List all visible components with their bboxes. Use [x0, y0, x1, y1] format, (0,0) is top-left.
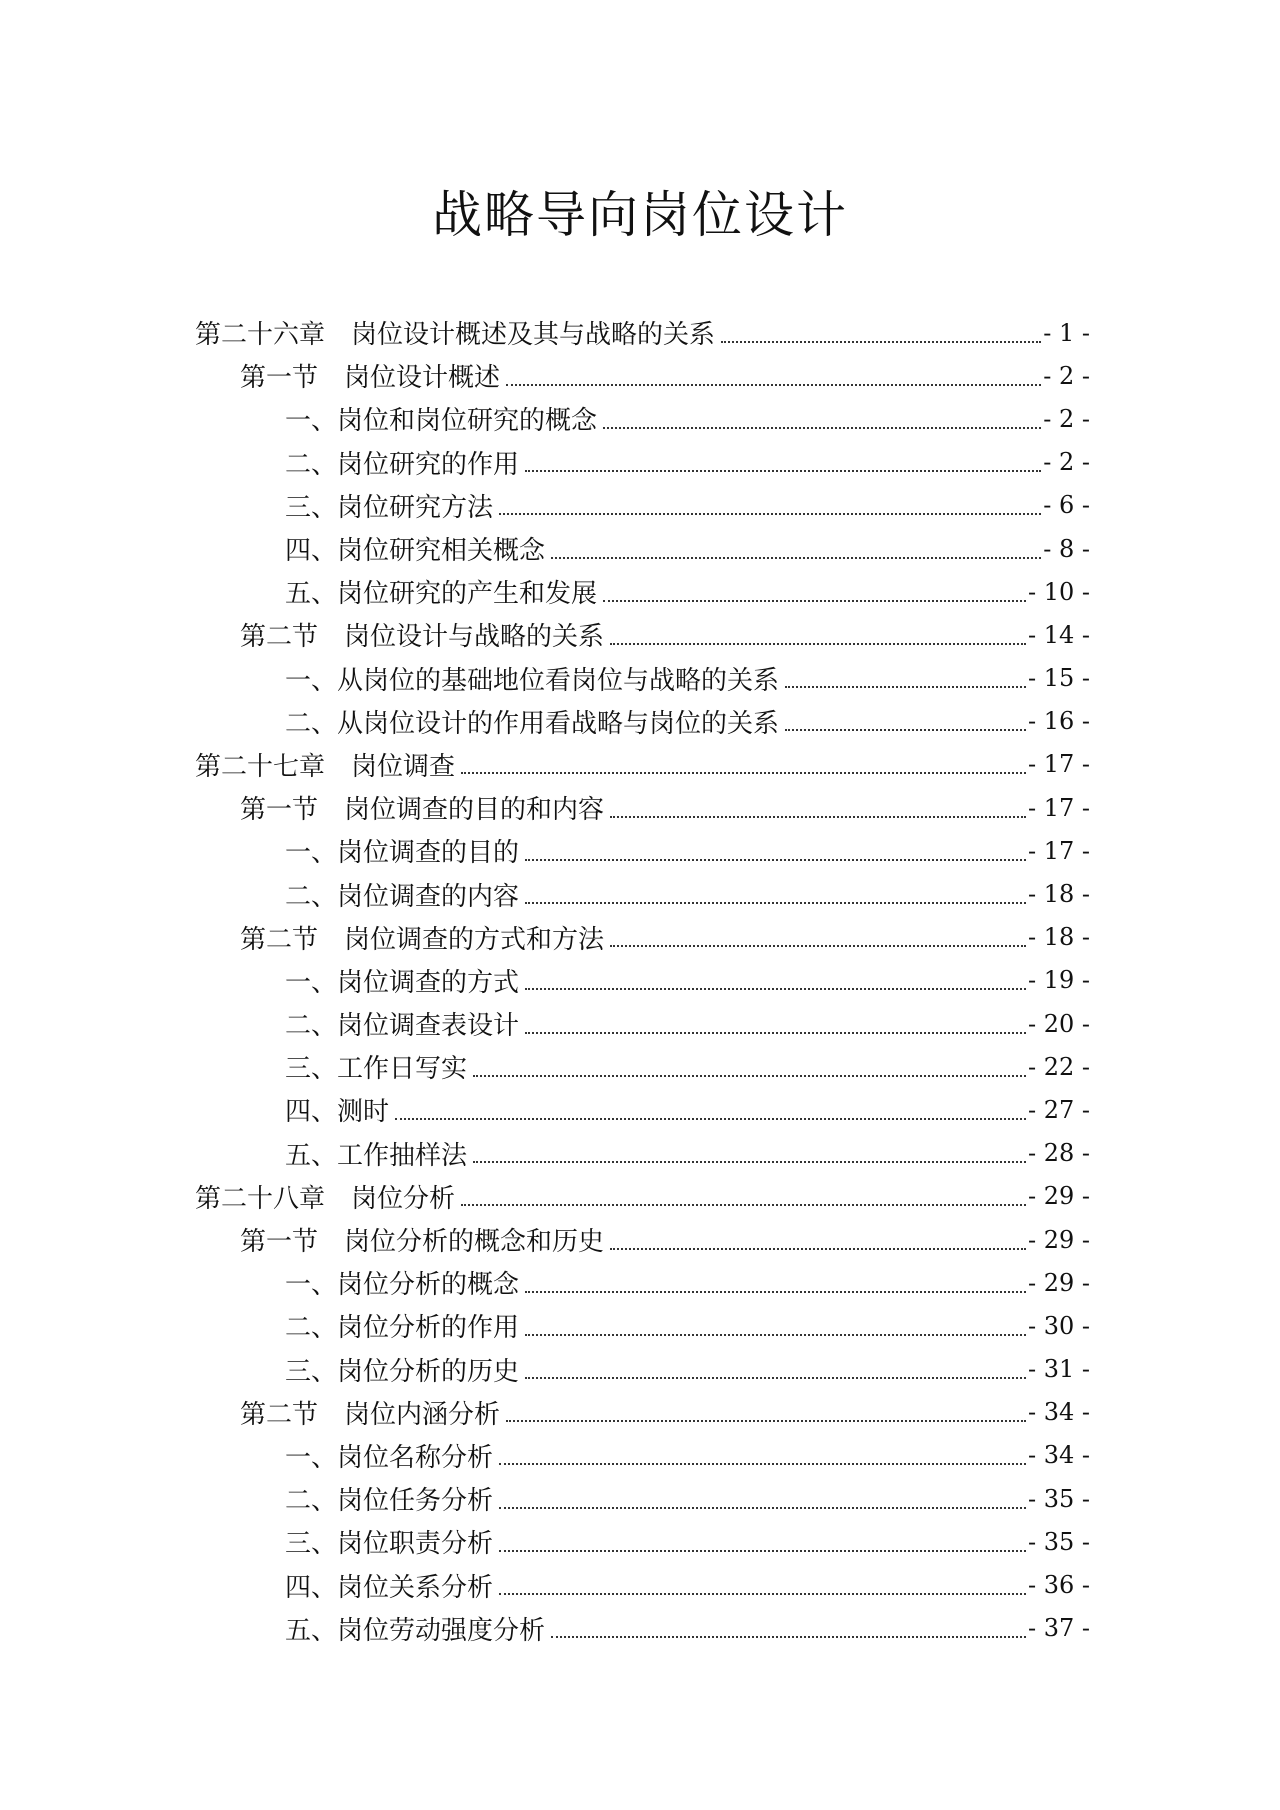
toc-page-number: - 31 - — [1027, 1355, 1090, 1384]
toc-subsection[interactable] — [0, 657, 1280, 700]
toc-dot-leader — [610, 945, 1026, 947]
toc-entry-label: 五、工作抽样法 — [285, 1140, 468, 1171]
toc-section[interactable] — [0, 1391, 1280, 1434]
toc-dot-leader — [461, 1204, 1026, 1206]
toc-entry-label: 第二十六章 岗位设计概述及其与战略的关系 — [195, 320, 716, 351]
toc-subsection[interactable] — [0, 1607, 1280, 1650]
toc-page-number: - 29 - — [1027, 1268, 1090, 1297]
toc-page-number: - 1 - — [1043, 318, 1090, 347]
toc-dot-leader — [473, 1075, 1026, 1077]
toc-chapter[interactable] — [0, 1175, 1280, 1218]
toc-entry-label: 五、岗位研究的产生和发展 — [285, 579, 598, 610]
toc-dot-leader — [525, 859, 1026, 861]
toc-entry-label: 三、岗位研究方法 — [285, 492, 494, 523]
toc-entry-label: 二、岗位研究的作用 — [285, 449, 520, 480]
toc-subsection[interactable] — [0, 700, 1280, 743]
toc-entry-label: 第二十七章 岗位调查 — [195, 751, 456, 782]
toc-subsection[interactable] — [0, 527, 1280, 570]
toc-page-number: - 14 - — [1027, 620, 1090, 649]
toc-chapter[interactable] — [0, 743, 1280, 786]
toc-section[interactable] — [0, 786, 1280, 829]
toc-page-number: - 2 - — [1043, 361, 1090, 390]
toc-entry-label: 第一节 岗位设计概述 — [240, 363, 501, 394]
toc-dot-leader — [499, 513, 1041, 515]
toc-page-number: - 8 - — [1043, 534, 1090, 563]
toc-subsection[interactable] — [0, 1088, 1280, 1131]
toc-page-number: - 6 - — [1043, 491, 1090, 520]
toc-subsection[interactable] — [0, 1132, 1280, 1175]
toc-dot-leader — [525, 1291, 1026, 1293]
toc-page-number: - 15 - — [1027, 664, 1090, 693]
toc-dot-leader — [395, 1118, 1026, 1120]
toc-subsection[interactable] — [0, 1045, 1280, 1088]
toc-entry-label: 三、工作日写实 — [285, 1054, 468, 1085]
toc-dot-leader — [551, 1636, 1026, 1638]
toc-subsection[interactable] — [0, 1434, 1280, 1477]
toc-dot-leader — [525, 470, 1041, 472]
toc-entry-label: 一、岗位分析的概念 — [285, 1270, 520, 1301]
toc-entry-label: 二、岗位调查的内容 — [285, 881, 520, 912]
toc-section[interactable] — [0, 1218, 1280, 1261]
toc-entry-label: 三、岗位职责分析 — [285, 1529, 494, 1560]
toc-entry-label: 四、测时 — [285, 1097, 390, 1128]
toc-subsection[interactable] — [0, 1348, 1280, 1391]
toc-entry-label: 二、岗位任务分析 — [285, 1486, 494, 1517]
toc-page-number: - 17 - — [1027, 750, 1090, 779]
toc-page-number: - 16 - — [1027, 707, 1090, 736]
table-of-contents — [0, 311, 1280, 1650]
toc-dot-leader — [499, 1507, 1026, 1509]
toc-dot-leader — [499, 1593, 1026, 1595]
toc-dot-leader — [499, 1550, 1026, 1552]
toc-dot-leader — [603, 600, 1026, 602]
toc-subsection[interactable] — [0, 959, 1280, 1002]
toc-entry-label: 一、从岗位的基础地位看岗位与战略的关系 — [285, 665, 780, 696]
toc-entry-label: 第二节 岗位调查的方式和方法 — [240, 924, 605, 955]
toc-page-number: - 10 - — [1027, 577, 1090, 606]
toc-dot-leader — [473, 1161, 1026, 1163]
toc-entry-label: 一、岗位调查的方式 — [285, 967, 520, 998]
toc-chapter[interactable] — [0, 311, 1280, 354]
toc-subsection[interactable] — [0, 484, 1280, 527]
toc-entry-label: 一、岗位名称分析 — [285, 1442, 494, 1473]
toc-entry-label: 二、岗位分析的作用 — [285, 1313, 520, 1344]
toc-subsection[interactable] — [0, 1304, 1280, 1347]
toc-section[interactable] — [0, 916, 1280, 959]
toc-entry-label: 三、岗位分析的历史 — [285, 1356, 520, 1387]
toc-page-number: - 17 - — [1027, 836, 1090, 865]
toc-page-number: - 27 - — [1027, 1095, 1090, 1124]
toc-entry-label: 五、岗位劳动强度分析 — [285, 1615, 546, 1646]
toc-page-number: - 29 - — [1027, 1182, 1090, 1211]
toc-page-number: - 17 - — [1027, 793, 1090, 822]
toc-entry-label: 第二节 岗位设计与战略的关系 — [240, 622, 605, 653]
toc-page-number: - 18 - — [1027, 880, 1090, 909]
toc-section[interactable] — [0, 613, 1280, 656]
toc-page-number: - 35 - — [1027, 1484, 1090, 1513]
toc-entry-label: 第二十八章 岗位分析 — [195, 1183, 456, 1214]
toc-dot-leader — [721, 341, 1041, 343]
toc-subsection[interactable] — [0, 570, 1280, 613]
toc-dot-leader — [785, 729, 1026, 731]
toc-dot-leader — [525, 1334, 1026, 1336]
toc-page-number: - 30 - — [1027, 1311, 1090, 1340]
toc-dot-leader — [525, 1377, 1026, 1379]
toc-subsection[interactable] — [0, 1563, 1280, 1606]
toc-page-number: - 36 - — [1027, 1571, 1090, 1600]
toc-page-number: - 20 - — [1027, 1009, 1090, 1038]
toc-page-number: - 37 - — [1027, 1614, 1090, 1643]
toc-entry-label: 第二节 岗位内涵分析 — [240, 1399, 501, 1430]
toc-page-number: - 22 - — [1027, 1052, 1090, 1081]
document-title: 战略导向岗位设计 — [432, 186, 848, 244]
toc-section[interactable] — [0, 354, 1280, 397]
toc-dot-leader — [603, 427, 1041, 429]
toc-dot-leader — [610, 643, 1026, 645]
toc-dot-leader — [525, 1032, 1026, 1034]
toc-subsection[interactable] — [0, 1477, 1280, 1520]
toc-dot-leader — [785, 686, 1026, 688]
toc-entry-label: 一、岗位和岗位研究的概念 — [285, 406, 598, 437]
toc-dot-leader — [610, 816, 1026, 818]
toc-dot-leader — [610, 1248, 1026, 1250]
toc-page-number: - 29 - — [1027, 1225, 1090, 1254]
toc-entry-label: 四、岗位关系分析 — [285, 1572, 494, 1603]
toc-subsection[interactable] — [0, 1261, 1280, 1304]
toc-page-number: - 18 - — [1027, 923, 1090, 952]
toc-dot-leader — [551, 557, 1041, 559]
toc-page-number: - 2 - — [1043, 404, 1090, 433]
toc-entry-label: 二、岗位调查表设计 — [285, 1011, 520, 1042]
toc-dot-leader — [525, 988, 1026, 990]
toc-dot-leader — [499, 1463, 1026, 1465]
toc-entry-label: 第一节 岗位调查的目的和内容 — [240, 795, 605, 826]
toc-entry-label: 四、岗位研究相关概念 — [285, 536, 546, 567]
toc-dot-leader — [525, 902, 1026, 904]
toc-subsection[interactable] — [0, 829, 1280, 872]
toc-page-number: - 28 - — [1027, 1139, 1090, 1168]
toc-subsection[interactable] — [0, 1002, 1280, 1045]
toc-page-number: - 35 - — [1027, 1527, 1090, 1556]
toc-page-number: - 34 - — [1027, 1398, 1090, 1427]
toc-page-number: - 34 - — [1027, 1441, 1090, 1470]
toc-subsection[interactable] — [0, 397, 1280, 440]
toc-dot-leader — [461, 772, 1026, 774]
toc-entry-label: 一、岗位调查的目的 — [285, 838, 520, 869]
toc-entry-label: 第一节 岗位分析的概念和历史 — [240, 1227, 605, 1258]
toc-subsection[interactable] — [0, 872, 1280, 915]
toc-page-number: - 19 - — [1027, 966, 1090, 995]
toc-page-number: - 2 - — [1043, 448, 1090, 477]
toc-subsection[interactable] — [0, 441, 1280, 484]
toc-entry-label: 二、从岗位设计的作用看战略与岗位的关系 — [285, 708, 780, 739]
toc-dot-leader — [506, 384, 1041, 386]
toc-subsection[interactable] — [0, 1520, 1280, 1563]
toc-dot-leader — [506, 1420, 1026, 1422]
